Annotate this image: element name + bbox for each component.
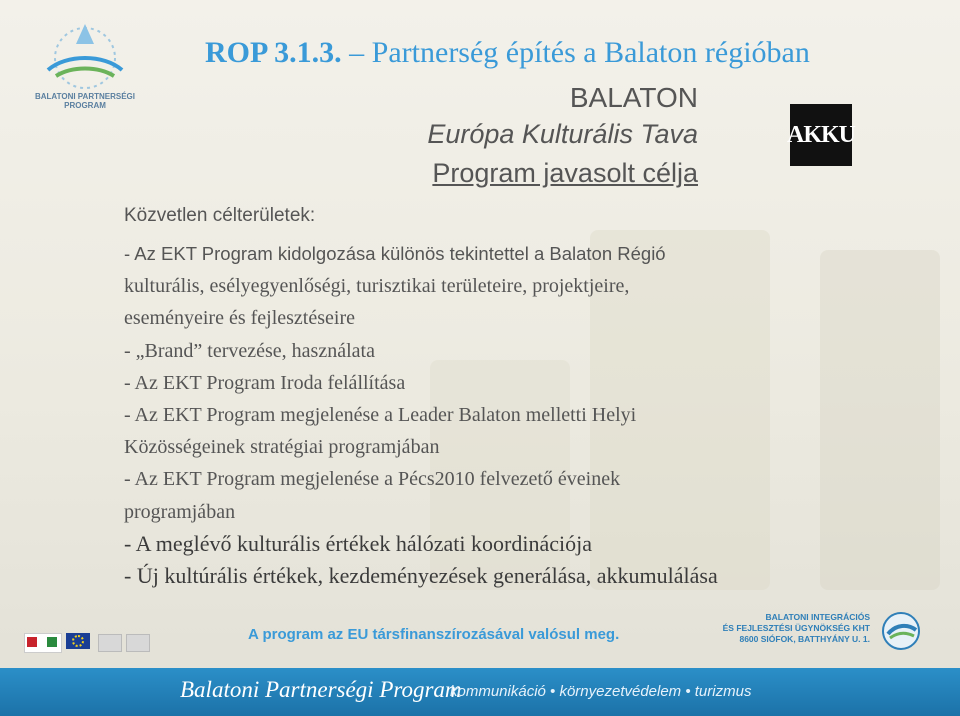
title-text: Partnerség építés a Balaton régióban: [371, 36, 810, 69]
footer-band: [0, 668, 960, 716]
sun-wave-icon: [26, 14, 144, 94]
balaton-partnership-logo: [26, 14, 144, 126]
body-line: - Az EKT Program megjelenése a Pécs2010 felvezető éveinek: [124, 468, 621, 491]
agency-emblem-icon: [878, 610, 924, 652]
akku-logo: AKKU: [790, 104, 852, 166]
body-line: - „Brand” tervezése, használata: [124, 339, 375, 362]
logo-text: BALATONI PARTNERSÉGI PROGRAM: [34, 92, 135, 110]
partner-logo: [98, 634, 122, 652]
subheading: Közvetlen célterületek:: [124, 205, 316, 226]
body-text: [124, 238, 944, 592]
body-line: Közösségeinek stratégiai programjában: [124, 436, 440, 459]
agency-text: [720, 612, 870, 645]
hungary-logo: [24, 633, 62, 653]
page-title: [205, 36, 810, 70]
body-line: - Az EKT Program kidolgozása különös tekintettel a Balaton Régió: [124, 243, 666, 264]
heading-line-3: Program javasolt célja: [432, 158, 698, 188]
eu-funding-note: A program az EU társfinanszírozásával valósul meg.: [248, 626, 620, 643]
agency-line: BALATONI INTEGRÁCIÓS: [765, 612, 870, 622]
footer-tagline: kommunikáció • környezetvédelem • turizmus: [450, 683, 752, 700]
footer-program-title: Balatoni Partnerségi Program: [180, 677, 462, 702]
title-prefix: ROP 3.1.3.: [205, 36, 342, 69]
body-line: programjában: [124, 500, 236, 523]
body-line: eseményeire és fejlesztéseire: [124, 307, 355, 330]
heading-line-1: BALATON: [569, 82, 698, 113]
partner-logo: [126, 634, 150, 652]
title-separator: –: [349, 36, 372, 69]
agency-line: 8600 SIÓFOK, BATTHYÁNY U. 1.: [739, 634, 870, 644]
eu-flag-icon: [66, 633, 90, 649]
body-line: - Új kultúrális értékek, kezdeményezések generálása, akkumulálása: [124, 563, 718, 589]
body-line: kulturális, esélyegyenlőségi, turisztikai területeire, projektjeire,: [124, 275, 630, 298]
heading-line-2: Európa Kulturális Tava: [427, 119, 698, 149]
body-line: - Az EKT Program Iroda felállítása: [124, 371, 406, 394]
body-line: - Az EKT Program megjelenése a Leader Balaton melletti Helyi: [124, 404, 637, 427]
agency-line: ÉS FEJLESZTÉSI ÜGYNÖKSÉG KHT: [722, 623, 870, 633]
body-line: - A meglévő kulturális értékek hálózati koordinációja: [124, 530, 592, 556]
